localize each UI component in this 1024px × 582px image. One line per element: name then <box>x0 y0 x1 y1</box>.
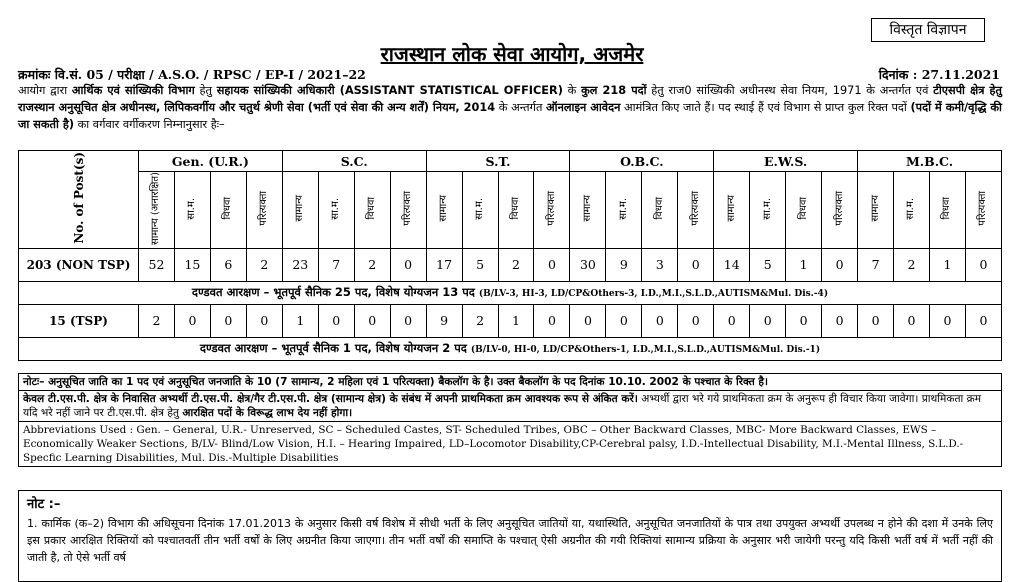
vacancy-cell: 0 <box>858 304 894 337</box>
vacancy-cell: 0 <box>965 304 1001 337</box>
vacancy-cell: 0 <box>318 304 354 337</box>
vacancy-cell: 6 <box>210 248 246 281</box>
vacancy-cell: 0 <box>390 304 426 337</box>
vacancy-cell: 0 <box>714 304 750 337</box>
department-name: आर्थिक एवं सांख्यिकी विभाग <box>71 84 195 97</box>
vacancy-cell: 7 <box>318 248 354 281</box>
tsp-priority-note: केवल टी.एस.पी. क्षेत्र के निवासित अभ्यर्थी टी.एस.पी. क्षेत्र/गैर टी.एस.पी. क्षेत्र (सामान्य क्षेत्र) के संबंध में अपनी प्राथमिकता क्रम आवश्यक रूप से अंकित करें। अभ्यर्थी द्वारा भरे गये प्राथमिकता क्रम के अनुरूप ही विचार किया जावेगा। प्राथमिकता क्रम यदि भरे नहीं जाने पर टी.एस.पी. क्षेत्र हेतु आरक्षित पदों के विरूद्ध लाभ देय नहीं होगा। <box>19 391 1001 422</box>
subcategory-header: सा.म. <box>174 172 210 249</box>
subcategory-header: सामान्य <box>426 172 462 249</box>
subcategory-header: सामान्य (अनारक्षित) <box>139 172 175 249</box>
posts-header: No. of Post(s) <box>19 151 139 249</box>
reservation-note-non-tsp: दण्डवत आरक्षण – भूतपूर्व सैनिक 25 पद, विशेष योग्यजन 13 पद (B/LV-3, HI-3, LD/CP&Others-3, I.D.,M.I.,S.L.D.,AUTISM&Mul. Dis.-4) <box>19 281 1002 304</box>
subcategory-header: परित्यक्ता <box>822 172 858 249</box>
subcategory-header: परित्यक्ता <box>965 172 1001 249</box>
intro-text-2: हेतु <box>194 84 217 97</box>
vacancy-cell: 7 <box>858 248 894 281</box>
vacancy-cell: 23 <box>282 248 318 281</box>
vacancy-cell: 5 <box>462 248 498 281</box>
reference-line <box>18 66 1000 83</box>
vacancy-cell: 0 <box>642 304 678 337</box>
subcategory-header: सा.म. <box>606 172 642 249</box>
vacancy-cell: 0 <box>390 248 426 281</box>
vacancy-cell: 0 <box>929 304 965 337</box>
subcategory-header: सामान्य <box>282 172 318 249</box>
vacancy-cell: 15 <box>174 248 210 281</box>
abbreviations: Abbreviations Used : Gen. – General, U.R.- Unreserved, SC – Scheduled Castes, ST- Scheduled Tribes, OBC – Other Backward Classes, MBC- More Backward Classes, EWS – Economically Weaker Sections, B/LV- Blind/Low Vision, H.I. – Hearing Impaired, LD–Locomotor Disability,CP-Cerebral palsy, I.D.-Intellectual Disability, M.I.-Mental Illness, S.L.D.-Specfic Learning Disabilities, Mul. Dis.-Multiple Disabilities <box>23 424 964 464</box>
intro-text-5: के अन्तर्गत <box>495 101 547 114</box>
subcategory-header: सामान्य <box>858 172 894 249</box>
vacancy-cell: 0 <box>678 248 714 281</box>
subcategory-header: विधवा <box>929 172 965 249</box>
vacancy-cell: 0 <box>534 248 570 281</box>
subcategory-header: सा.म. <box>318 172 354 249</box>
group-ews: E.W.S. <box>714 151 858 172</box>
vacancy-cell: 0 <box>246 304 282 337</box>
vacancy-cell: 52 <box>139 248 175 281</box>
vacancy-cell: 14 <box>714 248 750 281</box>
vacancy-cell: 3 <box>642 248 678 281</box>
vacancy-cell: 0 <box>534 304 570 337</box>
subcategory-header: परित्यक्ता <box>534 172 570 249</box>
vacancy-cell: 30 <box>570 248 606 281</box>
vacancy-cell: 0 <box>174 304 210 337</box>
vacancy-cell: 2 <box>894 248 930 281</box>
vacancy-cell: 0 <box>354 304 390 337</box>
vacancy-cell: 1 <box>929 248 965 281</box>
vacancy-cell: 0 <box>570 304 606 337</box>
footnote-heading: नोट :– <box>27 497 61 512</box>
vacancy-cell: 1 <box>498 304 534 337</box>
row-label: 203 (NON TSP) <box>19 248 139 281</box>
footnote-text: 1. कार्मिक (क–2) विभाग की अधिसूचना दिनांक 17.01.2013 के अनुसार किसी वर्ष विशेष में सीधी भर्ती के लिए अनुसूचित जातियों या, यथास्थिति, अनुसूचित जनजातियों के पात्र तथा उपयुक्त अभ्यर्थी उपलब्ध न होने की दशा में उनके लिए इस प्रकार आरक्षित रिक्तियों को पश्चातवर्ती तीन भर्ती वर्षों के लिए अग्रनीत किया जाएगा। तीन भर्ती वर्षों की समाप्ति के पश्चात् ऐसी अग्रनीत की गयी रिक्तियां सामान्य प्रक्रिया के अनुसार भरी जायेगी परन्तु यदि किसी भर्ती वर्ष में भर्ती नहीं की जाती है, तो ऐसे भर्ती वर्ष <box>27 517 993 564</box>
intro-text-1: आयोग द्वारा <box>18 84 72 97</box>
vacancy-cell: 9 <box>426 304 462 337</box>
intro-paragraph <box>18 82 1002 133</box>
footnote-box <box>18 490 1002 582</box>
vacancy-cell: 0 <box>822 304 858 337</box>
vacancy-cell: 2 <box>462 304 498 337</box>
subcategory-header: परित्यक्ता <box>246 172 282 249</box>
vacancy-cell: 9 <box>606 248 642 281</box>
group-st: S.T. <box>426 151 570 172</box>
vacancy-cell: 5 <box>750 248 786 281</box>
row-label: 15 (TSP) <box>19 304 139 337</box>
online-application: ऑनलाइन आवेदन <box>546 101 621 114</box>
subcategory-header: विधवा <box>642 172 678 249</box>
page-title: राजस्थान लोक सेवा आयोग, अजमेर <box>380 42 644 66</box>
advertisement-date: दिनांक : 27.11.2021 <box>878 67 1000 82</box>
vacancy-cell: 2 <box>354 248 390 281</box>
group-obc: O.B.C. <box>570 151 714 172</box>
vacancy-cell: 0 <box>678 304 714 337</box>
subcategory-header: विधवा <box>786 172 822 249</box>
post-name: सहायक सांख्यिकी अधिकारी (ASSISTANT STATISTICAL OFFICER) <box>216 84 563 97</box>
vacancy-cell: 2 <box>246 248 282 281</box>
intro-text-3: के <box>562 84 582 97</box>
vacancy-cell: 0 <box>965 248 1001 281</box>
subcategory-header: सा.म. <box>894 172 930 249</box>
subcategory-header: परित्यक्ता <box>678 172 714 249</box>
subcategory-header: विधवा <box>498 172 534 249</box>
total-posts: कुल 218 पदों <box>581 84 647 97</box>
vacancy-change-note: (पदों में कमी/वृद्धि की जा सकती है) <box>18 101 1002 131</box>
advertisement-tag: विस्तृत विज्ञापन <box>871 18 985 42</box>
notes-block <box>18 373 1002 467</box>
group-mbc: M.B.C. <box>858 151 1002 172</box>
group-gen: Gen. (U.R.) <box>139 151 283 172</box>
reservation-note-tsp: दण्डवत आरक्षण – भूतपूर्व सैनिक 1 पद, विशेष योग्यजन 2 पद (B/LV-0, HI-0, LD/CP&Others-1, I.D.,M.I.,S.L.D.,AUTISM&Mul. Dis.-1) <box>19 337 1002 360</box>
vacancy-cell: 2 <box>139 304 175 337</box>
vacancy-cell: 1 <box>282 304 318 337</box>
vacancy-cell: 1 <box>786 248 822 281</box>
vacancy-cell: 0 <box>786 304 822 337</box>
vacancy-cell: 0 <box>894 304 930 337</box>
subcategory-header: सा.म. <box>462 172 498 249</box>
intro-text-7: का वर्गवार वर्गीकरण निम्नानुसार हैः– <box>74 118 225 131</box>
vacancy-cell: 0 <box>606 304 642 337</box>
subcategory-header: विधवा <box>210 172 246 249</box>
vacancy-cell: 17 <box>426 248 462 281</box>
backlog-note: नोटः– अनुसूचित जाति का 1 पद एवं अनुसूचित जनजाति के 10 (7 सामान्य, 2 महिला एवं 1 परित्यक्ता) बैकलॉग के है। उक्त बैकलॉग के पद दिनांक 10.10. 2002 के पश्चात के रिक्त है। <box>19 374 1001 391</box>
subcategory-header: सामान्य <box>570 172 606 249</box>
vacancy-table <box>18 150 1002 361</box>
intro-text-6: आमंत्रित किए जाते हैं। पद स्थाई हैं एवं विभाग से प्राप्त कुल रिक्त पदों <box>620 101 911 114</box>
vacancy-cell: 0 <box>210 304 246 337</box>
subcategory-header: विधवा <box>354 172 390 249</box>
tsp-rules: टीएसपी क्षेत्र हेतु राजस्थान अनुसूचित क्षेत्र अधीनस्थ, लिपिकवर्गीय और चतुर्थ श्रेणी सेवा (भर्ती एवं सेवा की अन्य शर्तें) नियम, 2014 <box>18 84 1002 114</box>
subcategory-header: सा.म. <box>750 172 786 249</box>
intro-text-4: हेतु राज0 सांख्यिकी अधीनस्थ सेवा नियम, 1971 के अन्तर्गत एवं <box>646 84 934 97</box>
vacancy-cell: 0 <box>822 248 858 281</box>
vacancy-cell: 2 <box>498 248 534 281</box>
subcategory-header: सामान्य <box>714 172 750 249</box>
subcategory-header: परित्यक्ता <box>390 172 426 249</box>
group-sc: S.C. <box>282 151 426 172</box>
vacancy-cell: 0 <box>750 304 786 337</box>
reference-number: क्रमांकः वि.सं. 05 / परीक्षा / A.S.O. / RPSC / EP-I / 2021–22 <box>18 67 366 82</box>
